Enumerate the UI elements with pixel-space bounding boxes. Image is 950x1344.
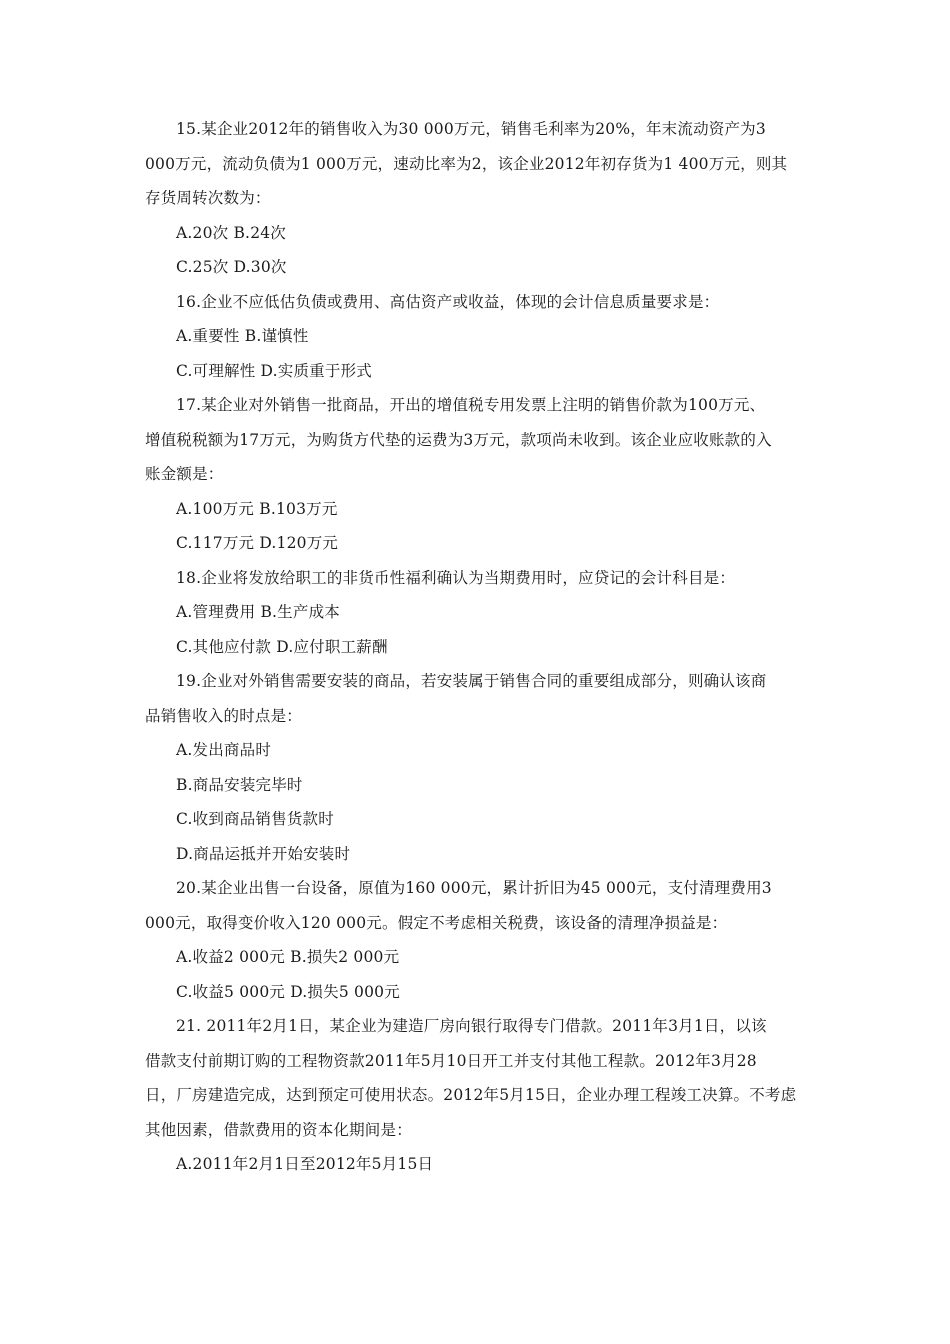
question-text-line: 000万元，流动负债为1 000万元，速动比率为2，该企业2012年初存货为1 400万元，则其 xyxy=(145,154,788,173)
answer-option: C.其他应付款 D.应付职工薪酬 xyxy=(176,637,388,656)
question-text-line: 20.某企业出售一台设备，原值为160 000元，累计折旧为45 000元，支付清理费用3 xyxy=(176,879,772,897)
question-text-line: 000元，取得变价收入120 000元。假定不考虑相关税费，该设备的清理净损益是： xyxy=(145,913,728,932)
question-text-line: 增值税税额为17万元，为购货方代垫的运费为3万元，款项尚未收到。该企业应收账款的入 xyxy=(145,430,772,449)
question-text-line: 品销售收入的时点是： xyxy=(145,706,303,725)
question-text-line: 日，厂房建造完成，达到预定可使用状态。2012年5月15日，企业办理工程竣工决算。不考虑 xyxy=(145,1086,797,1104)
question-text-line: 21. 2011年2月1日，某企业为建造厂房向银行取得专门借款。2011年3月1日，以该 xyxy=(176,1017,767,1035)
answer-option: A.收益2 000元 B.损失2 000元 xyxy=(176,948,400,966)
question-17 xyxy=(145,388,809,561)
answer-option: A.发出商品时 xyxy=(176,741,272,759)
answer-option: B.商品安装完毕时 xyxy=(176,775,303,794)
question-18 xyxy=(145,561,809,665)
answer-option: A.20次 B.24次 xyxy=(176,223,287,242)
answer-option: A.重要性 B.谨慎性 xyxy=(176,327,309,345)
question-21 xyxy=(145,1009,809,1182)
document-page xyxy=(145,112,809,1182)
question-15 xyxy=(145,112,809,285)
question-text-line: 存货周转次数为： xyxy=(145,189,271,207)
question-text-line: 17.某企业对外销售一批商品，开出的增值税专用发票上注明的销售价款为100万元、 xyxy=(176,396,766,414)
answer-option: C.收益5 000元 D.损失5 000元 xyxy=(176,982,400,1001)
answer-option: A.管理费用 B.生产成本 xyxy=(176,603,340,621)
answer-option: A.100万元 B.103万元 xyxy=(176,499,338,518)
answer-option: C.117万元 D.120万元 xyxy=(176,534,339,552)
question-text-line: 账金额是： xyxy=(145,465,224,483)
question-text-line: 借款支付前期订购的工程物资款2011年5月10日开工并支付其他工程款。2012年3月28 xyxy=(145,1051,757,1070)
answer-option: C.25次 D.30次 xyxy=(176,258,287,276)
answer-option: D.商品运抵并开始安装时 xyxy=(176,844,351,863)
question-16 xyxy=(145,285,809,389)
answer-option: C.收到商品销售货款时 xyxy=(176,810,334,828)
question-text-line: 19.企业对外销售需要安装的商品，若安装属于销售合同的重要组成部分，则确认该商 xyxy=(176,672,767,690)
question-20 xyxy=(145,871,809,1009)
question-19 xyxy=(145,664,809,871)
question-text-line: 15.某企业2012年的销售收入为30 000万元，销售毛利率为20%，年末流动资产为3 xyxy=(176,120,766,138)
answer-option: A.2011年2月1日至2012年5月15日 xyxy=(176,1155,434,1173)
question-text-line: 18.企业将发放给职工的非货币性福利确认为当期费用时，应贷记的会计科目是： xyxy=(176,568,736,587)
answer-option: C.可理解性 D.实质重于形式 xyxy=(176,361,372,380)
question-text-line: 其他因素，借款费用的资本化期间是： xyxy=(145,1120,412,1139)
question-text-line: 16.企业不应低估负债或费用、高估资产或收益，体现的会计信息质量要求是： xyxy=(176,292,720,311)
